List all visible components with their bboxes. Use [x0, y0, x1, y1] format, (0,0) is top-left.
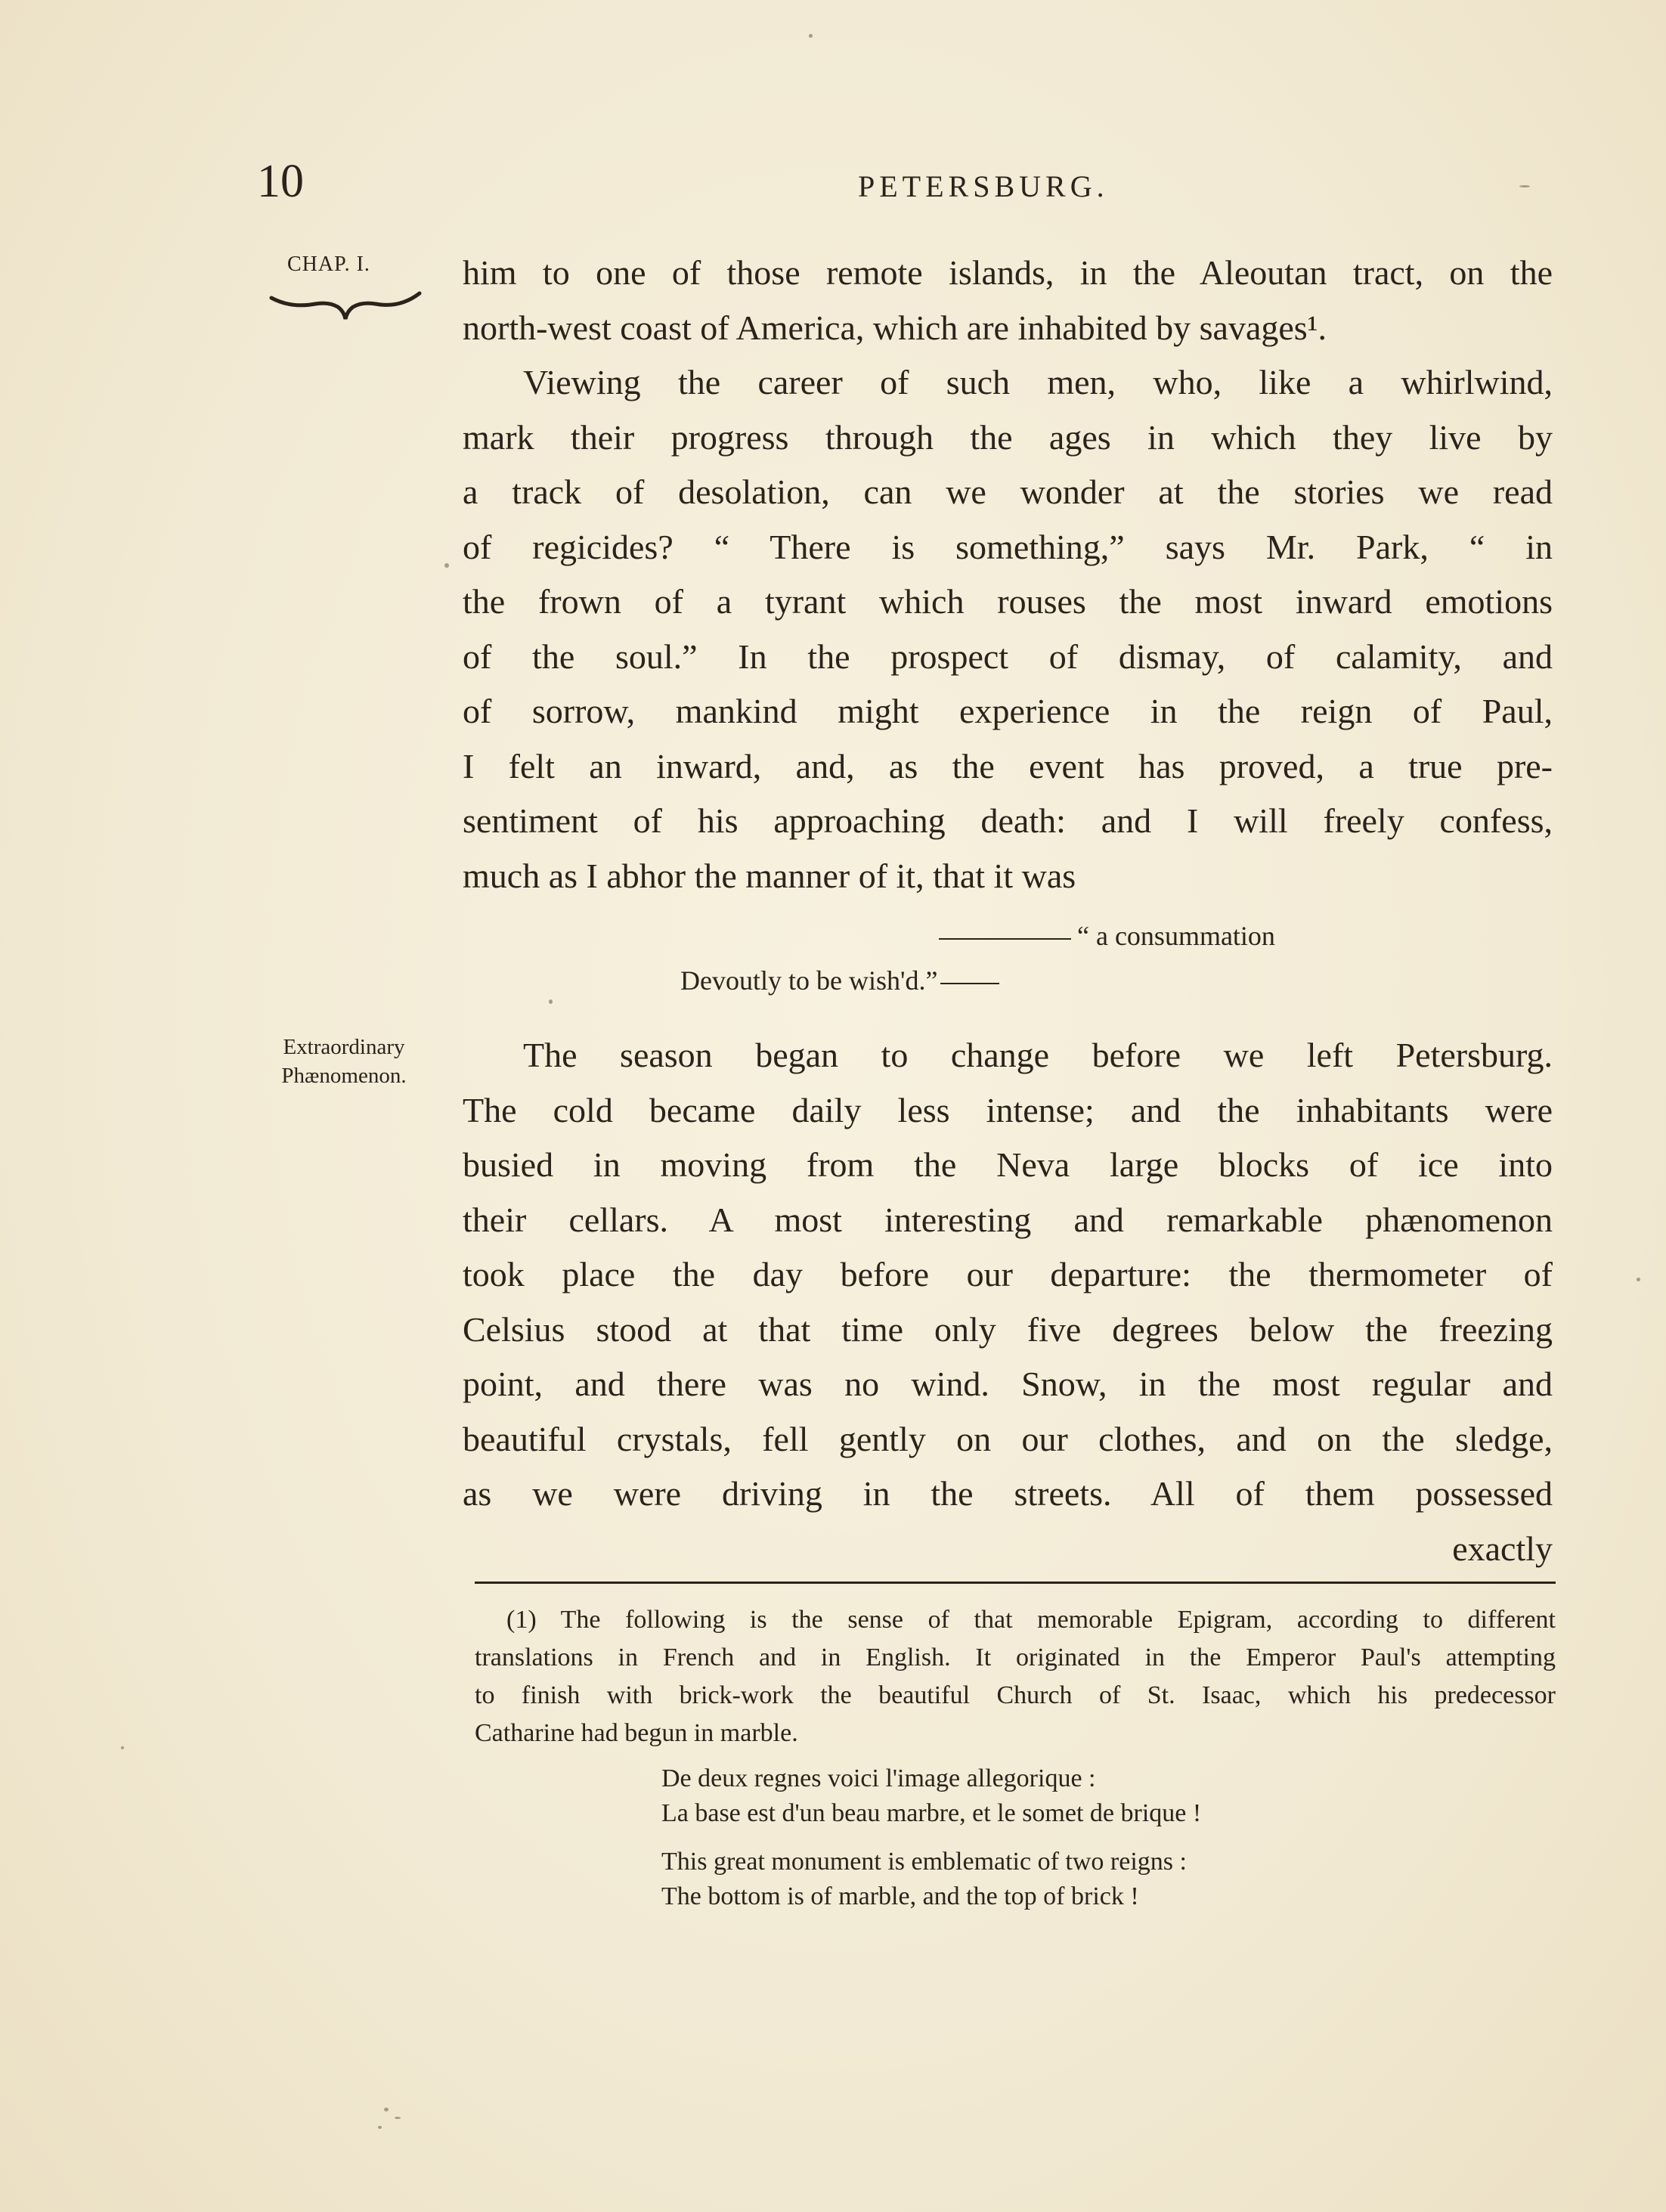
footnote-line: to finish with brick-work the beautiful Church of St. Isaac, which his predecessor: [475, 1681, 1556, 1709]
quote-dash-rule: [939, 938, 1071, 940]
verse-line: La base est d'un beau marbre, et le somet de brique !: [661, 1799, 1202, 1827]
paper-speck: [1519, 185, 1530, 187]
text-line: Viewing the career of such men, who, like a whirlwind,: [523, 363, 1553, 401]
french-epigram: [661, 1761, 1201, 1831]
paper-speck: [384, 2108, 389, 2111]
text-line: of regicides? “ There is something,” says Mr. Park, “ in: [463, 527, 1553, 566]
text-line: of sorrow, mankind might experience in the reign of Paul,: [463, 692, 1553, 730]
chapter-marker: CHAP. I.: [287, 252, 370, 276]
text-line: beautiful crystals, fell gently on our clothes, and on the sledge,: [463, 1419, 1553, 1458]
page-number: 10: [257, 156, 304, 207]
text-line: him to one of those remote islands, in the Aleoutan tract, on the: [463, 253, 1553, 292]
english-epigram: [661, 1845, 1187, 1914]
chapter-brace-ornament: [268, 289, 423, 321]
quote-dash-rule: [940, 983, 999, 984]
footnote: [475, 1601, 1556, 1752]
margin-note-line: Extraordinary: [283, 1035, 405, 1059]
verse-line: De deux regnes voici l'image allegorique :: [661, 1764, 1096, 1792]
text-line: The season began to change before we left Petersburg.: [523, 1036, 1553, 1074]
quote-text: Devoutly to be wish'd.”: [680, 965, 938, 996]
text-line: as we were driving in the streets. All of them possessed: [463, 1474, 1553, 1513]
text-line: of the soul.” In the prospect of dismay, of calamity, and: [463, 637, 1553, 676]
footnote-line: (1) The following is the sense of that memorable Epigram, according to different: [506, 1606, 1556, 1634]
footnote-line: Catharine had begun in marble.: [475, 1719, 798, 1747]
quote-text: “ a consummation: [1077, 921, 1275, 951]
text-line: their cellars. A most interesting and remarkable phænomenon: [463, 1200, 1553, 1239]
text-line: busied in moving from the Neva large blocks of ice into: [463, 1145, 1553, 1184]
paper-speck: [1637, 1278, 1640, 1281]
margin-note-phenomenon: [257, 1033, 431, 1090]
paper-speck: [395, 2117, 401, 2119]
text-line: the frown of a tyrant which rouses the most inward emotions: [463, 582, 1553, 621]
quotation-line-2: [680, 962, 999, 999]
verse-line: The bottom is of marble, and the top of brick !: [661, 1882, 1139, 1910]
text-line: The cold became daily less intense; and the inhabitants were: [463, 1090, 1553, 1129]
footnote-divider: [475, 1582, 1556, 1584]
paragraph-1: [463, 246, 1553, 903]
text-line: sentiment of his approaching death: and I will freely confess,: [463, 801, 1553, 840]
text-line: a track of desolation, can we wonder at the stories we read: [463, 472, 1553, 511]
margin-note-line: Phænomenon.: [281, 1064, 407, 1088]
text-line: Celsius stood at that time only five degrees below the freezing: [463, 1309, 1553, 1349]
paper-speck: [444, 563, 449, 568]
footnote-line: translations in French and in English. It originated in the Emperor Paul's attempting: [475, 1644, 1556, 1671]
paper-speck: [121, 1746, 124, 1749]
text-line: mark their progress through the ages in which they live by: [463, 417, 1553, 457]
paper-speck: [549, 999, 553, 1004]
paper-speck: [809, 34, 813, 38]
text-line: I felt an inward, and, as the event has proved, a true pre-: [463, 746, 1553, 785]
text-line: north-west coast of America, which are inhabited by savages¹.: [463, 308, 1327, 347]
quotation-line-1: [939, 917, 1275, 955]
verse-line: This great monument is emblematic of two reigns :: [661, 1848, 1187, 1876]
text-line: much as I abhor the manner of it, that it was: [463, 856, 1076, 895]
text-line: took place the day before our departure: the thermometer of: [463, 1255, 1553, 1293]
paragraph-2: [463, 1028, 1553, 1576]
text-line: point, and there was no wind. Snow, in the most regular and: [463, 1365, 1553, 1403]
catchword: exactly: [1452, 1529, 1553, 1568]
running-title: PETERSBURG.: [858, 169, 1109, 203]
paper-speck: [378, 2126, 382, 2129]
